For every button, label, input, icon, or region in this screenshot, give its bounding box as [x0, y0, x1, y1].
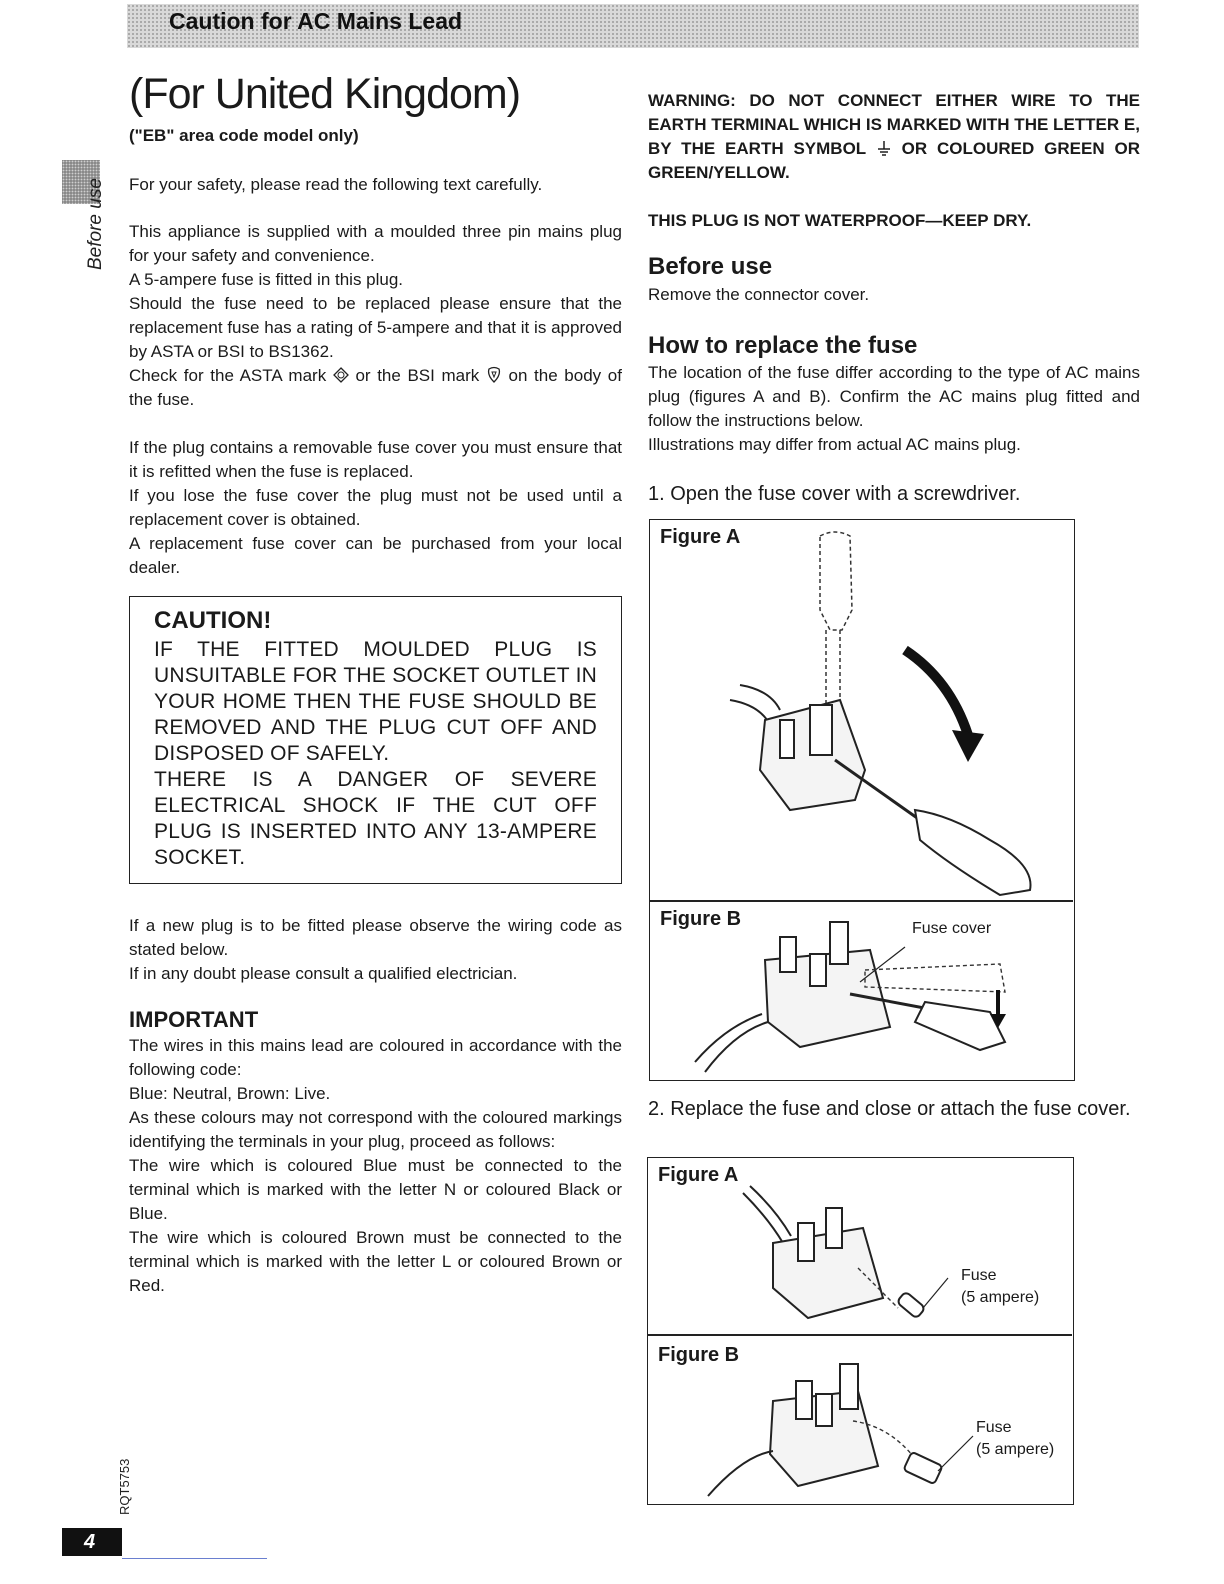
waterproof-warning: THIS PLUG IS NOT WATERPROOF—KEEP DRY. [648, 211, 1032, 230]
section-title: Caution for AC Mains Lead [169, 8, 463, 34]
figure-replace-fuse [647, 1157, 1074, 1505]
paragraph: The wire which is coloured Brown must be connected to the terminal which is marked with the letter L or coloured Brown or Red. [129, 1228, 622, 1295]
paragraph: The wires in this mains lead are coloured in accordance with the following code: [129, 1036, 622, 1079]
paragraph: The wire which is coloured Blue must be connected to the terminal which is marked with the letter N or coloured Black or Blue. [129, 1156, 622, 1223]
paragraph: If the plug contains a removable fuse cover you must ensure that it is refitted when the fuse is replaced. [129, 438, 622, 481]
paragraph: A replacement fuse cover can be purchased from your local dealer. [129, 534, 622, 577]
text: on the body of the fuse. [129, 366, 622, 409]
before-use-heading: Before use [648, 253, 773, 280]
fuse-a-illustration [648, 1158, 1072, 1334]
figure-label: Figure B [660, 908, 742, 930]
page-number: 4 [62, 1528, 122, 1556]
text: or the BSI mark [355, 366, 480, 385]
paragraph: This appliance is supplied with a moulded three pin mains plug for your safety and convenience. [129, 222, 622, 265]
fuse-info-block [129, 220, 622, 412]
header-bar [127, 4, 1139, 48]
important-heading: IMPORTANT [129, 1007, 259, 1032]
paragraph: If a new plug is to be fitted please observe the wiring code as stated below. [129, 916, 622, 959]
figure-label: Figure B [658, 1344, 740, 1366]
text: OR COLOURED GREEN OR GREEN/YELLOW. [648, 139, 1140, 182]
fuse-rating: (5 ampere) [961, 1289, 1040, 1306]
paragraph: Should the fuse need to be replaced please ensure that the replacement fuse has a rating of 5-ampere and that it is approved by ASTA or BSI to BS1362. [129, 294, 622, 361]
paragraph: If you lose the fuse cover the plug must not be used until a replacement cover is obtained. [129, 486, 622, 529]
paragraph: A 5-ampere fuse is fitted in this plug. [129, 270, 404, 289]
earth-symbol-icon [876, 140, 892, 156]
fuse-cover-block [129, 436, 622, 580]
step-2: 2. Replace the fuse and close or attach the fuse cover. [648, 1098, 1131, 1120]
paragraph [129, 364, 622, 412]
warning-text [648, 89, 1140, 185]
document-code: RQT5753 [117, 1458, 132, 1515]
asta-mark-icon [333, 367, 349, 383]
replace-fuse-heading: How to replace the fuse [648, 332, 918, 359]
side-tab-label: Before use [85, 178, 106, 270]
step-1: 1. Open the fuse cover with a screwdriver. [648, 483, 1021, 505]
fuse-b-illustration [648, 1336, 1072, 1504]
plug-b-illustration [650, 902, 1073, 1079]
text: WARNING: DO NOT CONNECT EITHER WIRE TO THE EARTH TERMINAL WHICH IS MARKED WITH THE LETTER E, BY THE EARTH SYMBOL [648, 91, 1140, 158]
fuse-label: Fuse [961, 1267, 997, 1284]
figure-open-fuse-cover [649, 519, 1075, 1081]
caution-text: THERE IS A DANGER OF SEVERE ELECTRICAL SHOCK IF THE CUT OFF PLUG IS INSERTED INTO ANY 13-AMPERE SOCKET. [154, 768, 597, 869]
important-block [129, 1034, 622, 1298]
intro-text: For your safety, please read the following text carefully. [129, 175, 543, 194]
plug-screwdriver-illustration [650, 520, 1073, 900]
replace-fuse-block [648, 361, 1140, 457]
caution-text: IF THE FITTED MOULDED PLUG IS UNSUITABLE FOR THE SOCKET OUTLET IN YOUR HOME THEN THE FUSE SHOULD BE REMOVED AND THE PLUG CUT OFF AND DISPOSED OF SAFELY. [154, 638, 597, 765]
caution-box [129, 596, 622, 884]
bsi-mark-icon [486, 366, 502, 384]
fuse-cover-label: Fuse cover [912, 920, 992, 937]
caution-heading: CAUTION! [154, 607, 272, 634]
paragraph: Blue: Neutral, Brown: Live. [129, 1084, 331, 1103]
new-plug-block [129, 914, 622, 986]
figure-label: Figure A [660, 526, 741, 548]
fuse-rating: (5 ampere) [976, 1441, 1055, 1458]
paragraph: The location of the fuse differ according to the type of AC mains plug (figures A and B). Confirm the AC mains plug fitted and follow the instructions below. [648, 363, 1140, 430]
before-use-text: Remove the connector cover. [648, 285, 870, 304]
subtitle: ("EB" area code model only) [129, 126, 359, 145]
fuse-label: Fuse [976, 1419, 1012, 1436]
page-title: (For United Kingdom) [129, 70, 521, 118]
paragraph: As these colours may not correspond with the coloured markings identifying the terminals in your plug, proceed as follows: [129, 1108, 622, 1151]
paragraph: If in any doubt please consult a qualified electrician. [129, 964, 518, 983]
divider [122, 1558, 267, 1559]
figure-label: Figure A [658, 1164, 739, 1186]
paragraph: Illustrations may differ from actual AC mains plug. [648, 435, 1021, 454]
text: Check for the ASTA mark [129, 366, 327, 385]
